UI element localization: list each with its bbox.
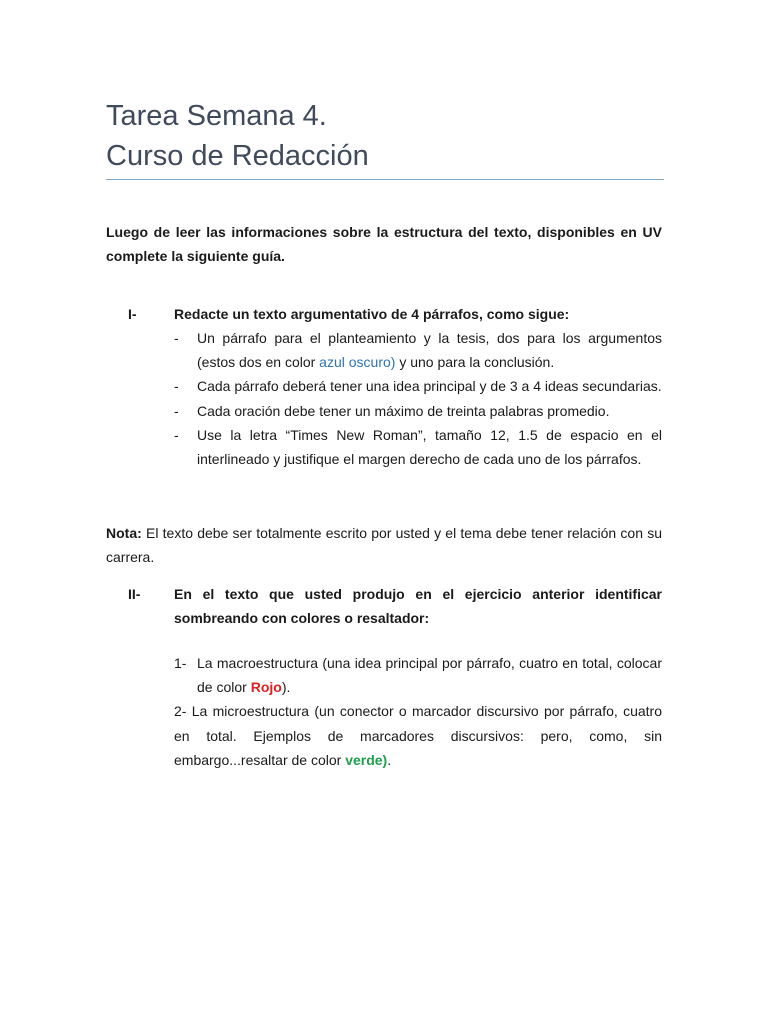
list-item [174, 699, 662, 772]
item-number: 1- [174, 655, 187, 671]
list-item [174, 326, 662, 374]
bullet-text: Cada párrafo deberá tener una idea principal y de 3 a 4 ideas secundarias. [197, 378, 662, 395]
bullet-text: Use la letra “Times New Roman”, tamaño 12, 1.5 de espacio en el interlineado y justifique el margen derecho de cada uno de los párrafos. [197, 426, 662, 468]
bullet-dash: - [174, 330, 179, 346]
list-item [174, 374, 662, 398]
green-highlight-text: verde) [345, 751, 388, 768]
title-line-2: Curso de Redacción [106, 140, 369, 172]
list-item [174, 423, 662, 471]
item-text: 2- La microestructura (un conector o marcador discursivo por párrafo, cuatro en total. Ejemplos de marcadores discursivos: pero, como, sin embargo...resaltar de color [174, 703, 662, 768]
title-divider [106, 179, 664, 180]
bullet-dash: - [174, 378, 179, 395]
note-label: Nota: [106, 525, 142, 541]
intro-paragraph: Luego de leer las informaciones sobre la estructura del texto, disponibles en UV complete la siguiente guía. [106, 224, 662, 264]
red-highlight-text: Rojo [250, 679, 282, 696]
list-item [174, 651, 662, 699]
title-line-1: Tarea Semana 4. [106, 100, 327, 132]
item-text: La macroestructura (una idea principal por párrafo, cuatro en total, colocar de color [197, 655, 662, 696]
section-2-number: II- [128, 586, 141, 602]
bullet-text: Cada oración debe tener un máximo de treinta palabras promedio. [197, 402, 610, 419]
note-paragraph [106, 521, 662, 569]
list-item [174, 399, 662, 423]
blue-highlight-text: azul oscuro) [319, 354, 396, 371]
section-2-items [174, 651, 662, 772]
bullet-dash: - [174, 402, 179, 419]
section-1-number: I- [128, 306, 137, 322]
bullet-text-end: y uno para la conclusión. [395, 354, 555, 371]
bullet-text: Un párrafo para el planteamiento y la tesis, dos para los argumentos (estos dos en color [197, 330, 662, 371]
note-text: El texto debe ser totalmente escrito por usted y el tema debe tener relación con su carrera. [106, 525, 662, 565]
section-1-heading: Redacte un texto argumentativo de 4 párrafos, como sigue: [174, 306, 570, 322]
section-1-bullet-list [174, 326, 662, 471]
section-2-heading: En el texto que usted produjo en el ejercicio anterior identificar sombreando con colores o resaltador: [174, 586, 662, 626]
bullet-dash: - [174, 426, 179, 443]
document-title [106, 96, 369, 176]
item-text-end: . [387, 751, 392, 768]
item-text-end: ). [281, 679, 291, 696]
